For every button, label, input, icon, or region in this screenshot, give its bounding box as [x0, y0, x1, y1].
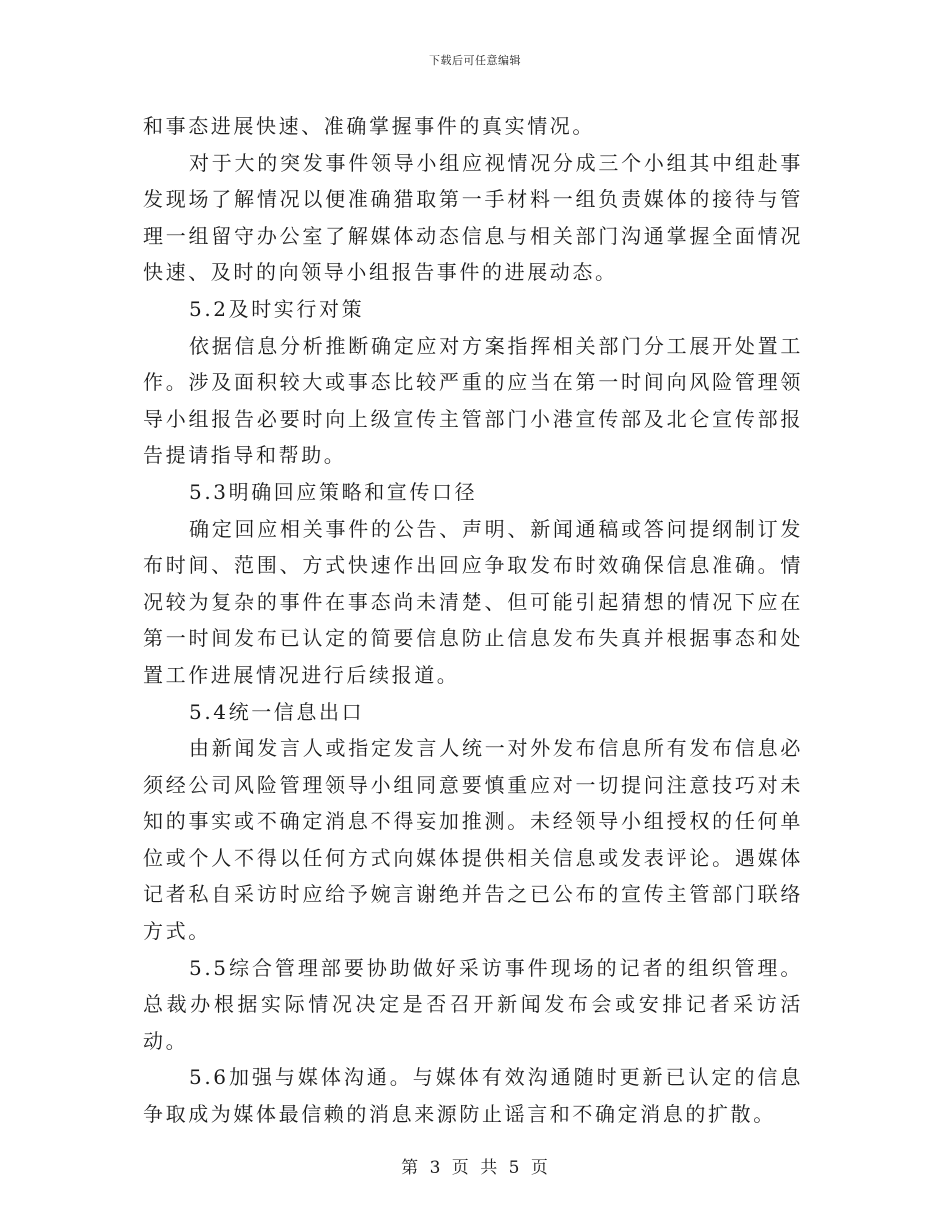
document-body	[143, 108, 803, 1133]
paragraph-5: 由新闻发言人或指定发言人统一对外发布信息所有发布信息必须经公司风险管理领导小组同意要慎重应对一切提问注意技巧对未知的事实或不确定消息不得妄加推测。未经领导小组授权的任何单位或个人不得以任何方式向媒体提供相关信息或发表评论。遇媒体记者私自采访时应给予婉言谢绝并告之已公布的宣传主管部门联络方式。	[143, 736, 803, 944]
paragraph-3: 依据信息分析推断确定应对方案指挥相关部门分工展开处置工作。涉及面积较大或事态比较严重的应当在第一时间向风险管理领导小组报告必要时向上级宣传主管部门小港宣传部及北仑宣传部报告提请指导和帮助。	[143, 333, 803, 468]
page-header-note: 下载后可任意编辑	[429, 54, 521, 67]
paragraph-2: 对于大的突发事件领导小组应视情况分成三个小组其中组赴事发现场了解情况以便准确猎取第一手材料一组负责媒体的接待与管理一组留守办公室了解媒体动态信息与相关部门沟通掌握全面情况快速、及时的向领导小组报告事件的进展动态。	[143, 150, 803, 285]
section-heading-5-4: 5.4统一信息出口	[189, 699, 365, 724]
paragraph-5-6: 5.6加强与媒体沟通。与媒体有效沟通随时更新已认定的信息争取成为媒体最信赖的消息来源防止谣言和不确定消息的扩散。	[143, 1065, 803, 1127]
page-number: 第 3 页 共 5 页	[401, 1158, 549, 1178]
section-heading-5-2: 5.2及时实行对策	[189, 296, 365, 321]
section-heading-5-3: 5.3明确回应策略和宣传口径	[189, 479, 478, 504]
paragraph-1: 和事态进展快速、准确掌握事件的真实情况。	[143, 114, 595, 138]
paragraph-5-5: 5.5综合管理部要协助做好采访事件现场的记者的组织管理。总裁办根据实际情况决定是否召开新闻发布会或安排记者采访活动。	[143, 955, 803, 1053]
paragraph-4: 确定回应相关事件的公告、声明、新闻通稿或答问提纲制订发布时间、范围、方式快速作出回应争取发布时效确保信息准确。情况较为复杂的事件在事态尚未清楚、但可能引起猜想的情况下应在第一时间发布已认定的简要信息防止信息发布失真并根据事态和处置工作进展情况进行后续报道。	[143, 516, 803, 687]
